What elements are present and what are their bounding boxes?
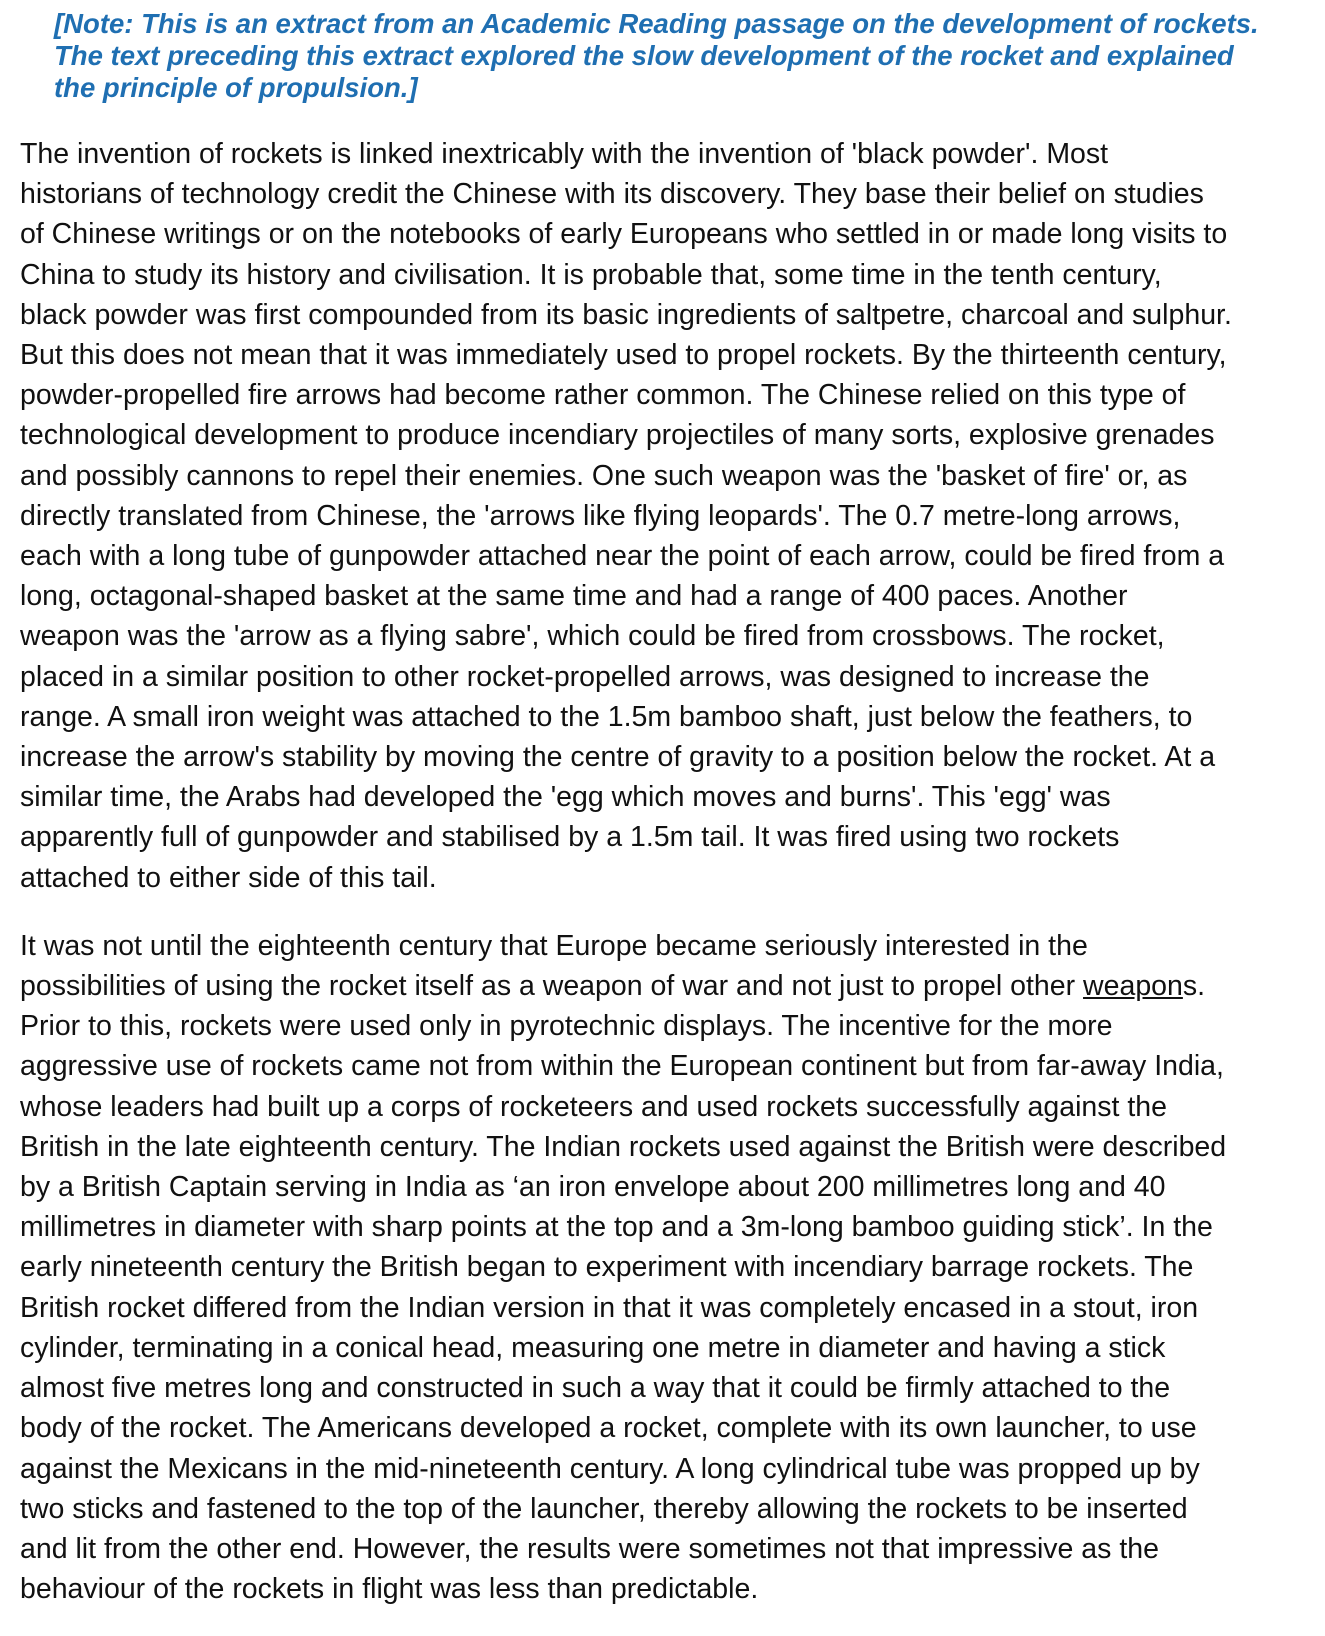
text-line: and lit from the other end. However, the results were sometimes not that impressive as the bbox=[20, 1532, 1159, 1565]
text-line: similar time, the Arabs had developed the 'egg which moves and burns'. This 'egg' was bbox=[20, 781, 1111, 814]
text-line: Prior to this, rockets were used only in pyrotechnic displays. The incentive for the more bbox=[20, 1010, 1113, 1043]
text-line: attached to either side of this tail. bbox=[20, 861, 437, 894]
text-line: against the Mexicans in the mid-nineteenth century. A long cylindrical tube was propped up by bbox=[20, 1452, 1200, 1485]
text-line: almost five metres long and constructed in such a way that it could be firmly attached to the bbox=[20, 1372, 1171, 1405]
text-line: China to study its history and civilisation. It is probable that, some time in the tenth century, bbox=[20, 258, 1162, 291]
text-line: British rocket differed from the Indian version in that it was completely encased in a stout, iron bbox=[20, 1291, 1199, 1324]
paragraph-2 bbox=[20, 926, 1310, 1609]
text-line: of Chinese writings or on the notebooks of early Europeans who settled in or made long visits to bbox=[20, 218, 1228, 251]
text-line: apparently full of gunpowder and stabilised by a 1.5m tail. It was fired using two rockets bbox=[20, 821, 1120, 854]
note-line: [Note: This is an extract from an Academic Reading passage on the development of rockets. bbox=[54, 8, 1259, 39]
underlined-word: weapon bbox=[1083, 970, 1183, 1003]
text-line: and possibly cannons to repel their enemies. One such weapon was the 'basket of fire' or, as bbox=[20, 459, 1188, 492]
text-line: The invention of rockets is linked inextricably with the invention of 'black powder'. Most bbox=[20, 138, 1109, 170]
text-line: millimetres in diameter with sharp points at the top and a 3m-long bamboo guiding stick’. In the bbox=[20, 1211, 1213, 1244]
text-line: early nineteenth century the British began to experiment with incendiary barrage rockets. The bbox=[20, 1251, 1194, 1284]
text-line: black powder was first compounded from its basic ingredients of saltpetre, charcoal and sulphur. bbox=[20, 298, 1232, 331]
text-line: historians of technology credit the Chinese with its discovery. They base their belief on studies bbox=[20, 178, 1204, 211]
text-line: increase the arrow's stability by moving the centre of gravity to a position below the rocket. At a bbox=[20, 741, 1216, 774]
text-line: British in the late eighteenth century. The Indian rockets used against the British were described bbox=[20, 1130, 1227, 1163]
editor-note bbox=[54, 8, 1294, 104]
paragraph-1 bbox=[20, 134, 1310, 898]
text-line: body of the rocket. The Americans developed a rocket, complete with its own launcher, to use bbox=[20, 1412, 1197, 1445]
text-segment: s. bbox=[1182, 970, 1206, 1003]
text-line: behaviour of the rockets in flight was less than predictable. bbox=[20, 1573, 759, 1606]
text-line: cylinder, terminating in a conical head, measuring one metre in diameter and having a stick bbox=[20, 1331, 1166, 1364]
text-line: two sticks and fastened to the top of the launcher, thereby allowing the rockets to be inserted bbox=[20, 1492, 1188, 1525]
text-line: It was not until the eighteenth century that Europe became seriously interested in the bbox=[20, 929, 1088, 962]
text-line: by a British Captain serving in India as ‘an iron envelope about 200 millimetres long and 40 bbox=[20, 1171, 1166, 1204]
text-line: placed in a similar position to other rocket-propelled arrows, was designed to increase the bbox=[20, 660, 1150, 693]
text-line: weapon was the 'arrow as a flying sabre', which could be fired from crossbows. The rocket, bbox=[20, 620, 1165, 653]
text-line: directly translated from Chinese, the 'arrows like flying leopards'. The 0.7 metre-long arrows, bbox=[20, 499, 1181, 532]
text-line: aggressive use of rockets came not from within the European continent but from far-away India, bbox=[20, 1050, 1224, 1083]
note-line: The text preceding this extract explored the slow development of the rocket and explained bbox=[54, 40, 1234, 71]
text-segment: possibilities of using the rocket itself as a weapon of war and not just to propel other bbox=[20, 970, 1084, 1003]
text-line: range. A small iron weight was attached to the 1.5m bamboo shaft, just below the feathers, to bbox=[20, 700, 1193, 733]
text-line: each with a long tube of gunpowder attached near the point of each arrow, could be fired from a bbox=[20, 540, 1225, 573]
text-line bbox=[20, 966, 1310, 1006]
text-line: But this does not mean that it was immediately used to propel rockets. By the thirteenth century, bbox=[20, 339, 1227, 372]
text-line: long, octagonal-shaped basket at the same time and had a range of 400 paces. Another bbox=[20, 580, 1128, 613]
text-line: whose leaders had built up a corps of rocketeers and used rockets successfully against the bbox=[20, 1090, 1167, 1123]
text-line: technological development to produce incendiary projectiles of many sorts, explosive grenades bbox=[20, 419, 1215, 452]
text-line: powder-propelled fire arrows had become rather common. The Chinese relied on this type of bbox=[20, 379, 1186, 412]
note-line: the principle of propulsion.] bbox=[54, 72, 418, 103]
